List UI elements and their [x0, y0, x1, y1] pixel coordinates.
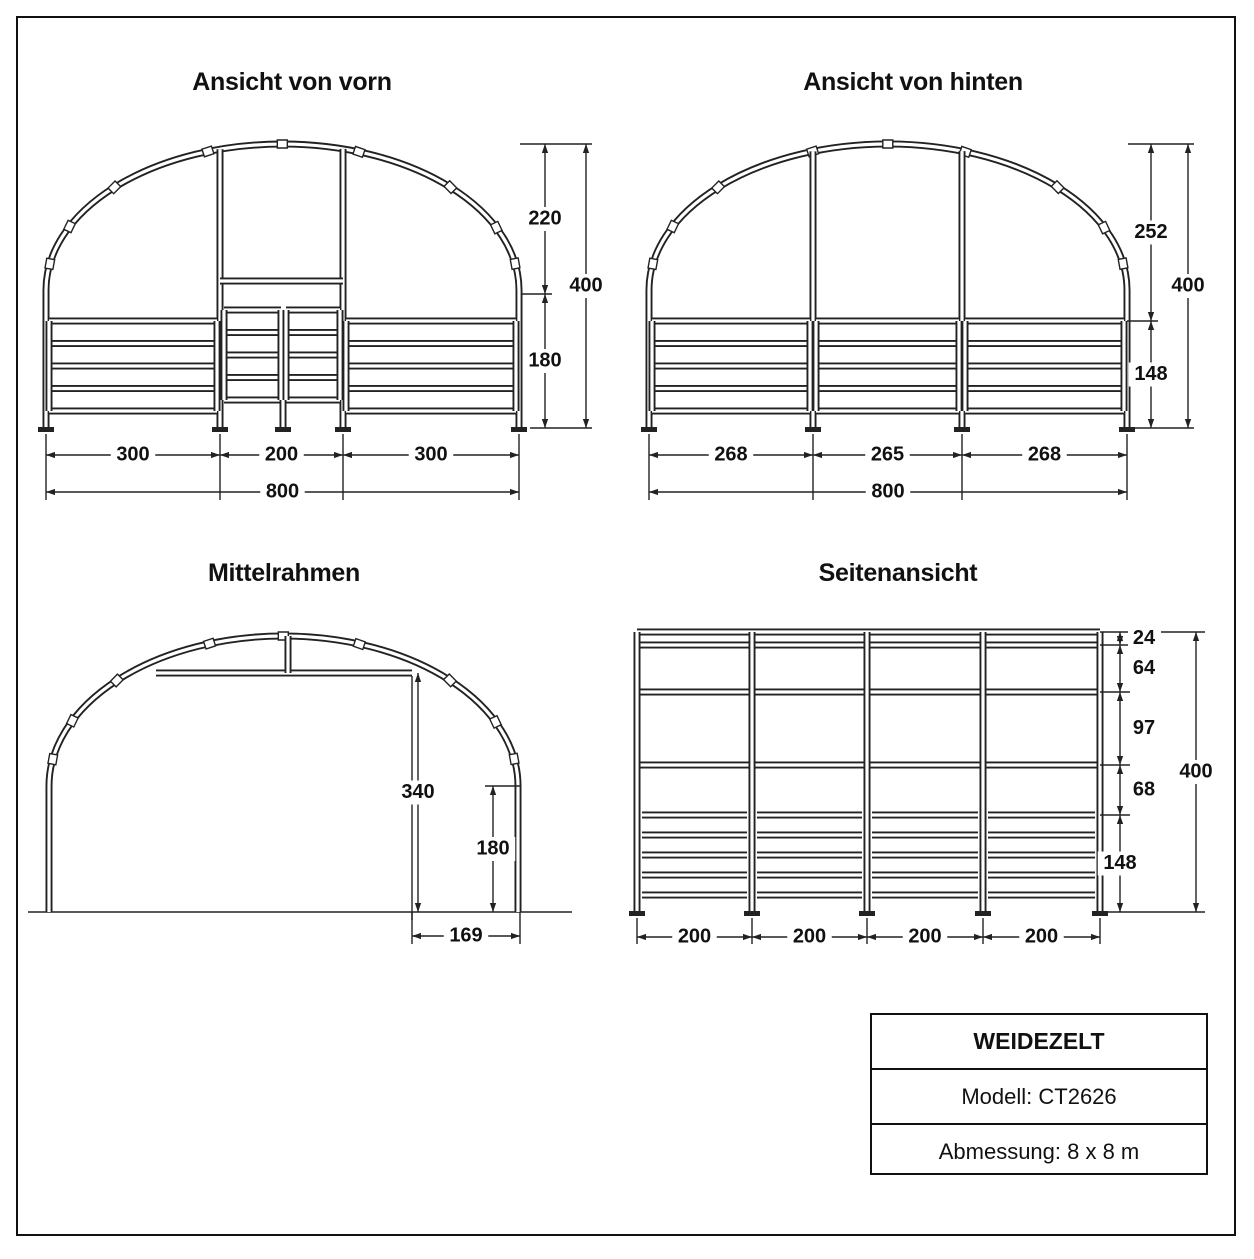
back-height-roof: 252 [1134, 220, 1168, 243]
middle-offset: 169 [449, 924, 483, 947]
side-height-2: 97 [1132, 716, 1156, 739]
side-height-total: 400 [1179, 760, 1213, 783]
base-plate [954, 427, 970, 432]
base-plate [859, 911, 875, 916]
back-height-wall: 148 [1134, 362, 1168, 385]
front-width-left: 300 [116, 443, 150, 466]
side-width-2: 200 [908, 925, 942, 948]
side-height-4: 148 [1103, 851, 1137, 874]
middle-height-side: 180 [476, 837, 510, 860]
arch-clamp [883, 140, 893, 148]
arch-clamp [202, 146, 214, 157]
base-plate [38, 427, 54, 432]
middle-frame-drawing [28, 632, 572, 948]
back-view-drawing [641, 140, 1210, 504]
arch-clamp [353, 639, 365, 650]
side-width-3: 200 [1024, 925, 1059, 948]
base-plate [805, 427, 821, 432]
arch-clamp [45, 258, 55, 269]
arch-clamp [48, 754, 58, 765]
front-width-total: 800 [265, 480, 300, 503]
back-view-title: Ansicht von hinten [803, 68, 1023, 96]
arch-clamp [509, 753, 519, 764]
side-view-title: Seitenansicht [818, 559, 978, 587]
side-height-3: 68 [1132, 778, 1156, 801]
front-view-title: Ansicht von vorn [192, 68, 392, 96]
back-height-total: 400 [1171, 274, 1205, 297]
front-height-wall: 180 [528, 349, 562, 372]
arch-clamp [277, 140, 287, 148]
side-width-0: 200 [677, 925, 712, 948]
back-width-total: 800 [871, 480, 905, 503]
arch-clamp [510, 258, 520, 269]
arch-clamp [667, 220, 679, 232]
base-plate [212, 427, 228, 432]
side-height-0: 24 [1132, 626, 1156, 649]
model-number: Modell: CT2626 [872, 1070, 1206, 1125]
back-width-right: 268 [1027, 443, 1062, 466]
base-plate [975, 911, 991, 916]
arch-clamp [67, 715, 79, 727]
product-name: WEIDEZELT [872, 1015, 1206, 1070]
arch-clamp [490, 716, 502, 728]
base-plate [629, 911, 645, 916]
middle-frame-title: Mittelrahmen [208, 559, 360, 587]
front-height-total: 400 [569, 274, 603, 297]
middle-height-inner: 340 [401, 780, 435, 803]
front-view-drawing [38, 140, 608, 504]
base-plate [641, 427, 657, 432]
arch-clamp [648, 258, 658, 269]
arch-clamp [491, 221, 503, 233]
title-block [870, 1013, 1208, 1175]
base-plate [511, 427, 527, 432]
side-height-1: 64 [1132, 656, 1156, 679]
front-width-door: 200 [264, 443, 299, 466]
side-width-1: 200 [792, 925, 827, 948]
back-width-left: 268 [714, 443, 748, 466]
base-plate [335, 427, 351, 432]
front-height-roof: 220 [528, 207, 562, 230]
arch-clamp [1098, 221, 1110, 233]
arch-clamp [353, 146, 365, 157]
dimensions-text: Abmessung: 8 x 8 m [938, 1138, 1140, 1164]
arch-clamp [1118, 258, 1128, 269]
base-plate [275, 427, 291, 432]
arch-clamp [64, 220, 76, 232]
front-width-right: 300 [414, 443, 448, 466]
back-width-middle: 265 [870, 443, 905, 466]
side-view-drawing [629, 627, 1218, 950]
arch-clamp [204, 638, 216, 649]
base-plate [744, 911, 760, 916]
